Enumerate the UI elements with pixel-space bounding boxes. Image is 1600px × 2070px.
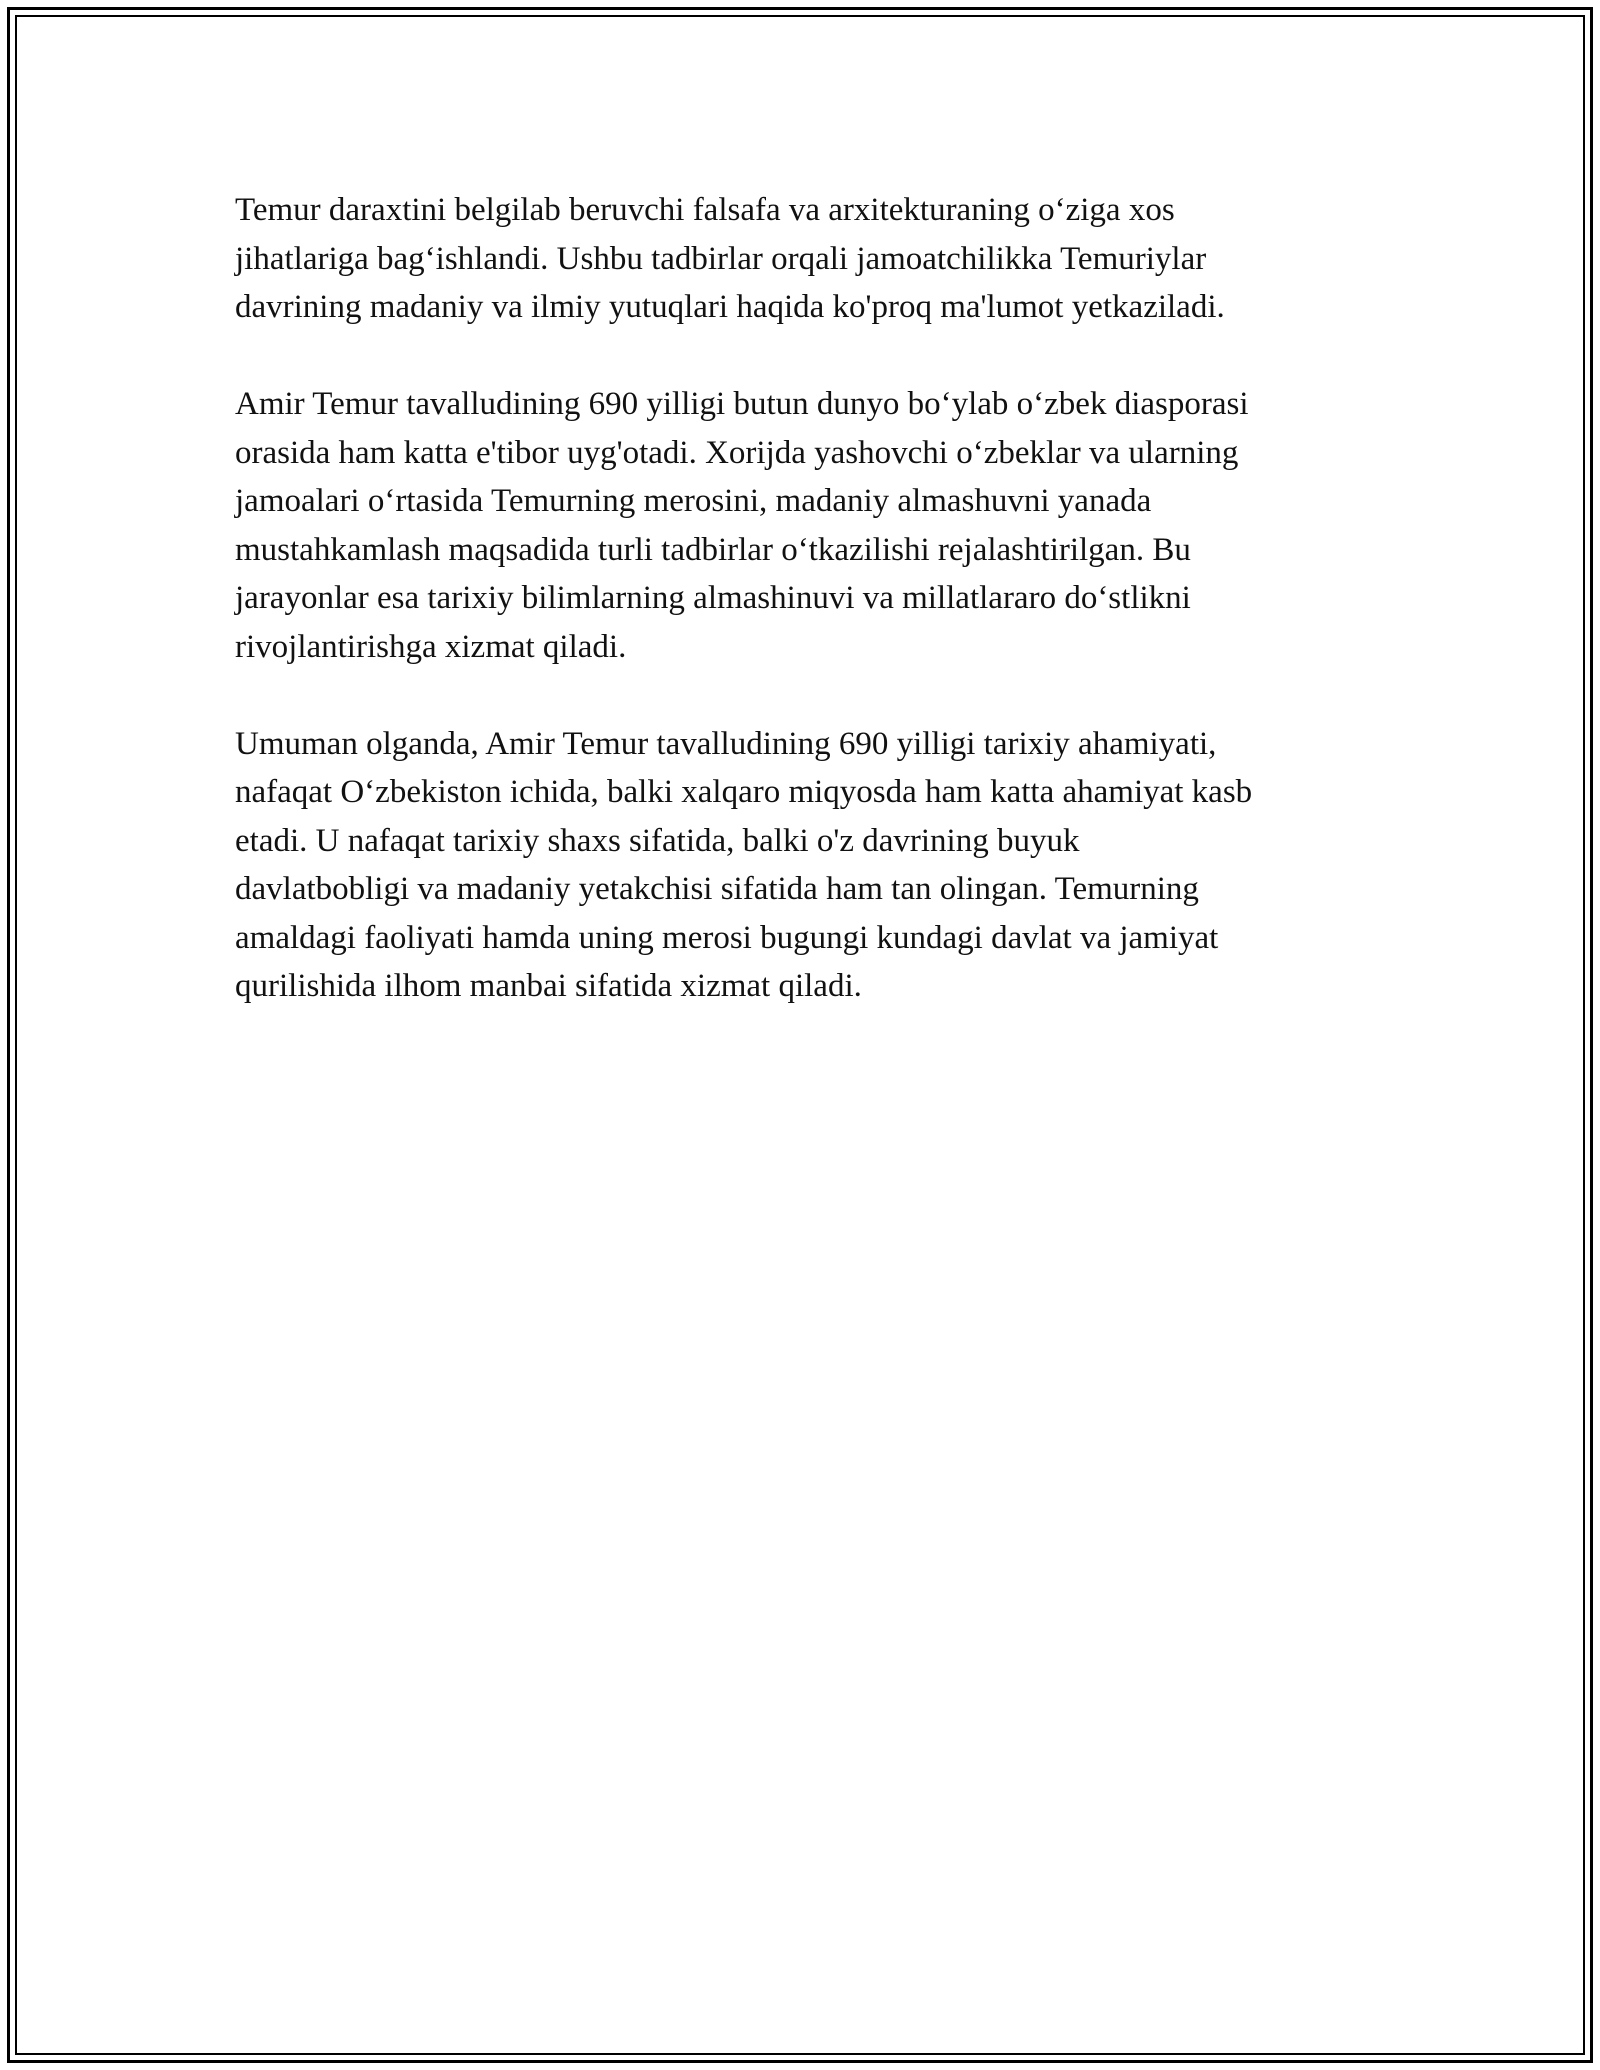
- paragraph-line: davlatbobligi va madaniy yetakchisi sifatida ham tan olingan. Temurning: [235, 871, 1199, 907]
- document-body: [235, 186, 1375, 1059]
- paragraph-line: Umuman olganda, Amir Temur tavalludining 690 yilligi tarixiy ahamiyati,: [235, 725, 1217, 762]
- paragraph-line: jarayonlar esa tarixiy bilimlarning almashinuvi va millatlararo do‘stlikni: [235, 580, 1191, 616]
- paragraph-line: jamoalari o‘rtasida Temurning merosini, madaniy almashuvni yanada: [235, 483, 1152, 519]
- paragraph-line: Temur daraxtini belgilab beruvchi falsafa va arxitekturaning o‘ziga xos: [235, 192, 1175, 228]
- paragraph-3: [235, 720, 1375, 1011]
- paragraph-2: [235, 380, 1375, 671]
- paragraph-line: Amir Temur tavalludining 690 yilligi butun dunyo bo‘ylab o‘zbek diasporasi: [235, 386, 1249, 422]
- paragraph-line: mustahkamlash maqsadida turli tadbirlar o‘tkazilishi rejalashtirilgan. Bu: [235, 531, 1191, 568]
- paragraph-line: nafaqat O‘zbekiston ichida, balki xalqaro miqyosda ham katta ahamiyat kasb: [235, 774, 1253, 810]
- paragraph-line: amaldagi faoliyati hamda uning merosi bugungi kundagi davlat va jamiyat: [235, 919, 1219, 956]
- paragraph-line: jihatlariga bag‘ishlandi. Ushbu tadbirlar orqali jamoatchilikka Temuriylar: [235, 240, 1207, 277]
- paragraph-1: [235, 186, 1375, 332]
- paragraph-line: qurilishida ilhom manbai sifatida xizmat qiladi.: [235, 968, 862, 1004]
- paragraph-line: etadi. U nafaqat tarixiy shaxs sifatida, balki o'z davrining buyuk: [235, 822, 1080, 859]
- paragraph-line: davrining madaniy va ilmiy yutuqlari haqida ko'proq ma'lumot yetkaziladi.: [235, 289, 1225, 325]
- paragraph-line: orasida ham katta e'tibor uyg'otadi. Xorijda yashovchi o‘zbeklar va ularning: [235, 434, 1239, 471]
- paragraph-line: rivojlantirishga xizmat qiladi.: [235, 628, 627, 665]
